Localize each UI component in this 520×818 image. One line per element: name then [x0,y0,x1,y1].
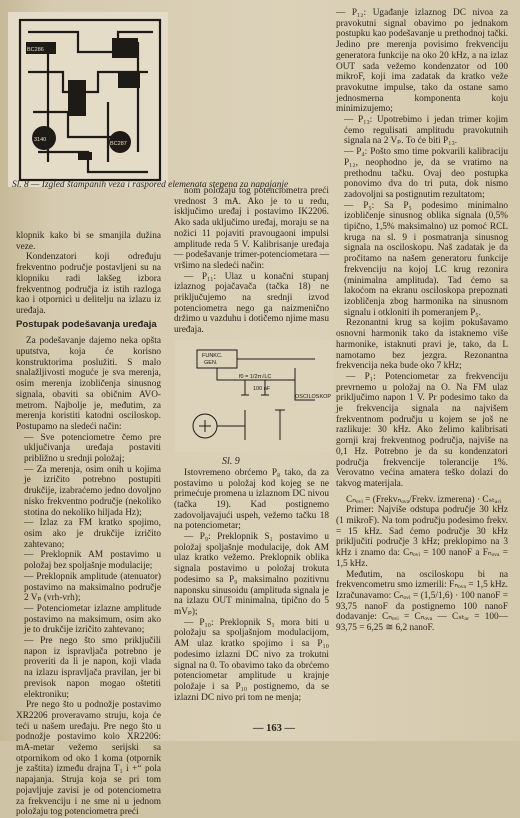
schematic-drawing [175,340,333,452]
cap-label: 100 nF [253,386,271,392]
paragraph: — P₁₁: Ulaz u konačni stupanj izlaznog pojačavača (tačka 18) ne priključujemo na srednji izvod potenciometra nego ga naizmenično držimo u vazduhu i dotičemo njime masu uređaja. [174,271,329,336]
ic-label-bc287: BC287 [110,141,127,147]
paragraph: nom položaju tog potenciometra preći vrednost 3 mA. Ako je to u redu, isključimo uređaj i postavimo IK2206. Ako sada uključimo uređaj, moraju se na nožici 11 pojaviti pravougaoni impulsi amplitude reda 5 V. Kalibrisanje uređaja — podešavanje trimer-potenciometara — vršimo na sledeći način: [174,186,329,271]
paragraph: Kondenzatori koji određuju frekventno područje postavljeni su na klopniku radi lakšeg izbora frekventnog područja iz istih razloga kao i otpornici u delitelju na izlazu iz uređaja. [16,252,161,316]
paragraph: — P₁: Potenciometar za frekvenciju prevrnemo u položaj na O. Na FM ulaz priključimo napon 1 V. Pr podesimo tako da je frekvencija signala na najvišem frekventnom području u kojem se još ne razlikuje: 30 kHz. Ako želimo kalibrisati gornji kraj frekventnog područja, najviše na 0,1 Hz. Potrebno je da su kondenzatori područja frekvencije tolerancije 1%. Verovatno većina amatera teško dolazi do takvog materijala. [336,371,508,489]
step-item: — Pre nego što smo priključili napon iz ispravljača potrebno je proveriti da li je napon, koji vlada na izlazu ispravljača pravilan, jer bi previsok napon mogao oštetiti elektroniku; [24,636,161,700]
osc-label: OSCILOSKOP [295,394,332,400]
step-item: — Za merenja, osim onih u kojima je izričito potrebno postupiti drukčije, izabraćemo jedno dovoljno nisko frekventno područje (nekoliko stotina do nekoliko hiljada Hz); [24,464,161,518]
step-item: — Preklopnik amplitude (atenuator) postavimo na maksimalno područje 2 Vₚ (vrh-vrh); [24,571,161,604]
paragraph: — P₁₂: Ugađanje izlaznog DC nivoa za pravokutni signal obavimo po jednakom postupku kao podešavanje u prethodnoj tački. Jedino pre merenja povisimo frekvenciju generatora funkcije na oko 20 kHz, a na izlaz OUT sada vežemo kondenzator od 100 mikroF, koji ima zadatak da kratko veže pravokutne impulse, tako da ostane samo jednosmerna komponenta koju minimizujemo; [336,8,508,115]
pcb-layout-figure [8,12,168,187]
section-heading: Postupak podešavanja uređaja [16,318,157,330]
paragraph: Primer: Najviše odstupa područje 30 kHz (1 mikroF). Na tom području podesimo frekv. = 15 kHz. Sad ćemo područje 30 kHz priključiti područje 3 kHz; preklopimo na 3 kHz i znamo da: Cₙₒᵥᵢ = 100 nanoF a Fₙₒᵥₐ = 1,5 kHz. [336,505,508,569]
paragraph: klopnik kako bi se smanjila dužina veze. [16,231,161,252]
paragraph: Za podešavanje dajemo neka opšta uputstva, koja će korisno konstruktorima poslužiti. S malo snalažljivosti moguće je sva merenja, osim merenja izobličenja sinusnog signala, obaviti sa običnim AVO-metrom. Najbolje je, međutim, za merenja koristiti katodni osciloskop. Postupamo na sledeći način: [16,336,161,432]
paragraph: Rezonantni krug sa kojim pokušavamo osnovni harmonik tako da istaknemo više harmonike, istaknuti pravi je, tako, da L namotamo bez jezgra. Rezonantna frekvencija neka bude oko 7 kHz; [336,318,508,372]
page-number: — 163 — [253,723,295,734]
figure9-caption: Sl. 9 [222,456,240,467]
step-item: — Preklopnik AM postavimo u položaj bez spoljašnje modulacije; [24,550,161,572]
formula-label: f0 = 1/2π√LC [239,374,272,380]
paragraph: — P₉: Preklopnik S₁ postavimo u položaj spoljašnje modulacije, dok AM ulaz kratko vežemo. Preklopnik oblika signala postavimo u položaj trokuta podesimo sa P₉ maksimalno pozitivnu naponsku sinusoidu (amplituda signala je na izlazu OUT minimalna, tipično do 5 mVₚ); [174,532,329,617]
paragraph: Međutim, na osciloskopu bi na frekvencometru smo izmerili: Fₙₒᵥₐ = 1,5 kHz. Izračunavamo: Cₙₒᵥᵢ = (1,5/1,6) · 100 nanoF = 93,75 nanoF da postignemo 100 nanoF dodavanje: Cₙₒᵥᵢ = Cₙₒᵥₐ — Cₛₜₐᵣ = 100—93,75 = 6,25 ≅ 6,2 nanoF. [336,569,508,634]
pcb-layout-drawing [8,12,168,187]
formula: Cₙₒᵥᵢ = (Frekvₙₒᵥₐ/Frekv. izmerena) · Cₛₜₐᵣᵢ [346,494,502,505]
paragraph: — P₁₀: Preklopnik S₁ mora biti u položaju sa spoljašnjom modulacijom, AM ulaz kratko spojimo i sa P₁₀ podesimo izlazni DC nivo za trokutni signal na 0. To obavimo tako da obrćemo potenciometar amplitude u krajnje položaje i sa P₁₀ postignemo, da se izlazni DC nivo pri tom ne menja; [174,617,329,703]
step-item: — P₄: Pošto smo time pokvarili kalibraciju P₁₂, neophodno je, da se vratimo na prethodnu tačku. Ovaj deo postupka ponovimo dva do tri puta, dok nismo zadovoljni sa postignutim rezultatom; [344,147,508,200]
step-item: — P₁₃: Upotrebimo i jedan trimer kojim ćemo regulisati amplitudu pravokutnih signala na 2 Vₚ. To će biti P₁₃. [344,115,508,147]
ic-label-bc286: BC286 [27,47,44,53]
step-item: — Izlaz za FM kratko spojimo, osim ako je drukčije izričito zahtevano; [24,518,161,550]
funkc-gen-label: FUNKC. [202,353,223,359]
column-3 [336,8,508,728]
schematic-figure-9 [175,340,333,452]
ic-label-3140: 3140 [34,137,47,143]
funkc-gen-label-2: GEN. [204,360,218,366]
figure1-caption: Sl. 8 — Izgled štampanih veza i raspored elemenata stepena za napajanje [12,180,289,190]
step-item: — Potenciometar izlazne amplitude postavimo na maksimum, osim ako je to drukčije izričito zahtevano; [24,603,161,636]
column-1 [16,231,161,818]
step-item: — Sve potenciometre čemo pre uključivanja uređaja postaviti približno u srednji položaj; [24,432,161,465]
paragraph: Pre nego što u podnožje postavimo XR2206 proveravamo struju, koja će teći u našem uređaju. Pre nego što u podnožje postavimo kolo XR2206: mA-metar vežemo serijski sa otpornikom od oko 1 koma (otpornik je zaštita) između drajna T₁ i +“ pola napajanja. Struja koja se pri tom pojavljuje zavisi je od potenciometra za frekvenciju i ne sme ni u jednom položaju tog potenciometra preći [16,700,161,818]
paragraph: Istovremeno obrćemo P₈ tako, da za postavimo u položaj kod kojeg se ne primećuje promena u izlaznom DC nivou (tačka 19). Kad postignemo zadovoljavajući uspeh, vežemo tačku 18 na potenciometar; [174,467,329,532]
step-item: — P₅: Sa P₅ podesimo minimalno izobličenje sinusnog oblika signala (0,5% tipično, 1,5% maksimalno) uz pomoć RCL kruga na sl. 9 i posmatranja sinusnog signala na osciloskopu. Naš zadatak je da pročitamo na našem generatoru funkcije frekvenciju na kojoj LC krug rezonira (minimalna amplituda). Tad ćemo sa lakoćom na ekranu osciloskopa prepoznati izobličenja zbog harmonika na sinusnom signalu i otkloniti ih pomeranjem P₅. [344,200,508,318]
